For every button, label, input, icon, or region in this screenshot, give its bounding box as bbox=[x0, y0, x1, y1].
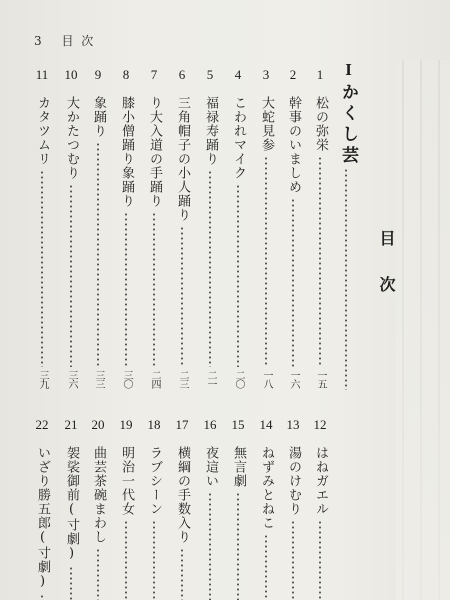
toc-entry[interactable] bbox=[228, 68, 248, 388]
entry-number: 12 bbox=[313, 417, 327, 432]
entry-title: こわれマイク bbox=[231, 96, 246, 180]
entry-title: 大蛇見参 bbox=[259, 96, 274, 152]
entry-title: 曲芸茶碗まわし bbox=[91, 446, 106, 544]
entry-number: 4 bbox=[234, 67, 242, 82]
toc-entry[interactable] bbox=[172, 68, 192, 388]
toc-entry[interactable] bbox=[310, 68, 330, 388]
entry-number: 14 bbox=[259, 417, 273, 432]
toc-entry[interactable] bbox=[256, 68, 276, 388]
entry-number: 1 bbox=[316, 67, 324, 82]
dot-leader bbox=[125, 520, 127, 600]
toc-entry[interactable] bbox=[144, 68, 164, 388]
toc-entry[interactable] bbox=[310, 418, 330, 600]
dot-leader bbox=[209, 170, 211, 367]
entry-title: 袈裟御前(寸劇) bbox=[64, 446, 79, 562]
entry-number: 21 bbox=[64, 417, 78, 432]
toc-entry[interactable] bbox=[172, 418, 192, 600]
entry-number: 9 bbox=[94, 67, 102, 82]
entry-number: 11 bbox=[35, 67, 49, 82]
entry-title: 象踊り bbox=[91, 96, 106, 138]
dot-leader bbox=[181, 548, 183, 600]
entry-number: 5 bbox=[206, 67, 214, 82]
entry-title: 横綱の手数入り bbox=[175, 446, 190, 544]
dot-leader bbox=[265, 156, 267, 367]
toc-title: 目次 bbox=[377, 230, 396, 322]
entry-title: 三角帽子の小人踊り bbox=[175, 96, 190, 222]
dot-leader bbox=[292, 198, 294, 367]
toc-entry[interactable] bbox=[256, 418, 276, 600]
toc-entry[interactable] bbox=[144, 418, 164, 600]
dot-leader bbox=[41, 170, 43, 367]
dot-leader bbox=[41, 594, 43, 600]
entry-number: 16 bbox=[203, 417, 217, 432]
entry-number: 6 bbox=[178, 67, 186, 82]
entry-number: 15 bbox=[231, 417, 245, 432]
entry-title: ラブシーン bbox=[147, 446, 162, 516]
entry-title: 明治一代女 bbox=[119, 446, 134, 516]
entry-page: 二四 bbox=[149, 370, 160, 388]
running-head-page: 3 bbox=[34, 34, 44, 48]
entry-page: 三三 bbox=[93, 370, 104, 388]
toc-entry[interactable] bbox=[200, 418, 220, 600]
entry-title: 松の弥栄 bbox=[313, 96, 328, 152]
entry-title: 大かたつむり bbox=[64, 96, 79, 180]
section-dot-leader bbox=[345, 168, 347, 390]
toc-entry[interactable] bbox=[88, 68, 108, 388]
entry-title: 夜這い bbox=[203, 446, 218, 488]
entry-title: ねずみとねこ bbox=[259, 446, 274, 530]
dot-leader bbox=[97, 548, 99, 600]
dot-leader bbox=[209, 492, 211, 600]
running-head-label: 目 次 bbox=[61, 34, 96, 48]
dot-leader bbox=[153, 520, 155, 600]
toc-entry[interactable] bbox=[61, 68, 81, 388]
toc-entry[interactable] bbox=[200, 68, 220, 388]
dot-leader bbox=[265, 534, 267, 600]
dot-leader bbox=[292, 520, 294, 600]
entry-number: 19 bbox=[119, 417, 133, 432]
dot-leader bbox=[319, 520, 321, 600]
entry-page: 二〇 bbox=[233, 370, 244, 388]
entry-title: はねガエル bbox=[313, 446, 328, 516]
entry-page: 二一 bbox=[205, 370, 216, 388]
entry-number: 2 bbox=[289, 67, 297, 82]
entry-title: 幹事のいましめ bbox=[286, 96, 301, 194]
entry-number: 18 bbox=[147, 417, 161, 432]
dot-leader bbox=[153, 212, 155, 367]
toc-entry[interactable] bbox=[283, 68, 303, 388]
entry-page: 三九 bbox=[37, 370, 48, 388]
entry-title: いざり勝五郎(寸劇) bbox=[35, 446, 50, 590]
toc-entry[interactable] bbox=[32, 418, 52, 600]
toc-entry[interactable] bbox=[116, 68, 136, 388]
entry-page: 三〇 bbox=[121, 370, 132, 388]
section-roman: I bbox=[339, 60, 358, 83]
entry-page: 一五 bbox=[315, 370, 326, 388]
running-head bbox=[34, 32, 107, 49]
dot-leader bbox=[237, 492, 239, 600]
toc-entry[interactable] bbox=[116, 418, 136, 600]
entry-title: 無言劇 bbox=[231, 446, 246, 488]
entry-number: 3 bbox=[262, 67, 270, 82]
entry-number: 8 bbox=[122, 67, 130, 82]
section-heading bbox=[336, 60, 361, 167]
entry-number: 20 bbox=[91, 417, 105, 432]
entry-title: り大入道の手踊り bbox=[147, 96, 162, 208]
dot-leader bbox=[181, 226, 183, 367]
entry-number: 17 bbox=[175, 417, 189, 432]
dot-leader bbox=[237, 184, 239, 367]
toc-entry[interactable] bbox=[283, 418, 303, 600]
entry-number: 7 bbox=[150, 67, 158, 82]
toc-entry[interactable] bbox=[88, 418, 108, 600]
entry-page: 一八 bbox=[261, 370, 272, 388]
entry-page: 三六 bbox=[66, 370, 77, 388]
entry-title: 福禄寿踊り bbox=[203, 96, 218, 166]
entry-page: 一六 bbox=[288, 370, 299, 388]
dot-leader bbox=[70, 566, 72, 600]
entry-title: 湯のけむり bbox=[286, 446, 301, 516]
dot-leader bbox=[70, 184, 72, 367]
section-title: かくし芸 bbox=[338, 83, 358, 167]
entry-page: 二三 bbox=[177, 370, 188, 388]
toc-entry[interactable] bbox=[61, 418, 81, 600]
entry-title: カタツムリ bbox=[35, 96, 50, 166]
dot-leader bbox=[125, 212, 127, 367]
entry-number: 22 bbox=[35, 417, 49, 432]
dot-leader bbox=[319, 156, 321, 367]
dot-leader bbox=[97, 142, 99, 367]
entry-title: 膝小僧踊り象踊り bbox=[119, 96, 134, 208]
entry-number: 13 bbox=[286, 417, 300, 432]
toc-entry[interactable] bbox=[32, 68, 52, 388]
toc-entry[interactable] bbox=[228, 418, 248, 600]
entry-number: 10 bbox=[64, 67, 78, 82]
